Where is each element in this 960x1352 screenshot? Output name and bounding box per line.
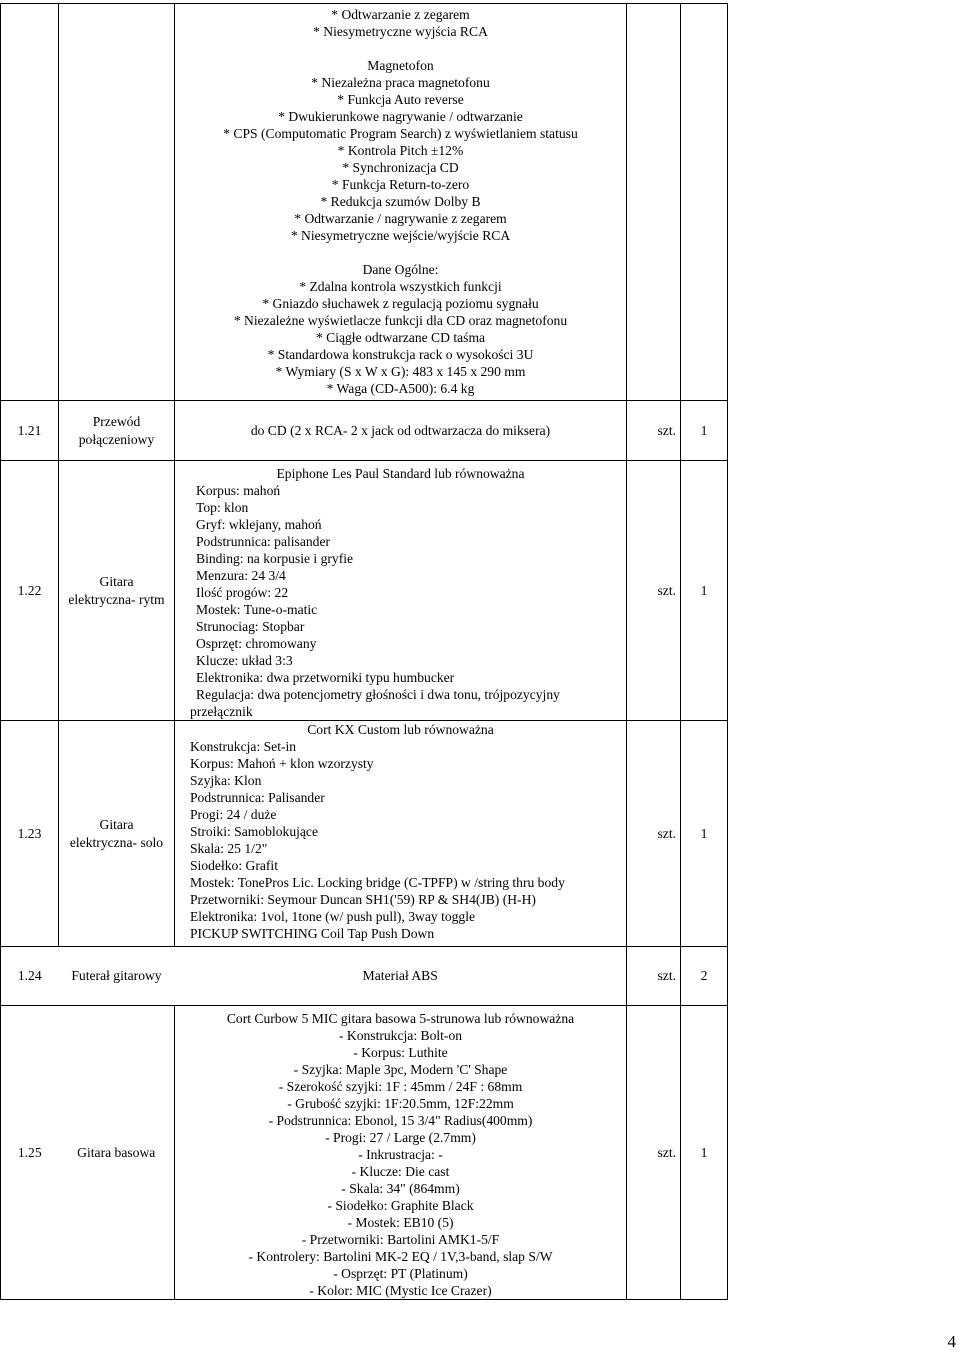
- item-description-cell: [175, 721, 627, 947]
- desc-line: - Kolor: MIC (Mystic Ice Crazer): [309, 1283, 492, 1298]
- desc-line: Dane Ogólne:: [362, 262, 439, 277]
- desc-line: - Siodełko: Graphite Black: [327, 1198, 474, 1213]
- unit-cell: [627, 461, 681, 721]
- desc-line: - Przetworniki: Bartolini AMK1-5/F: [301, 1232, 500, 1247]
- item-name-cell: [59, 721, 175, 947]
- desc-line: Magnetofon: [367, 58, 434, 73]
- item-number-cell: 1.22: [1, 461, 59, 721]
- quantity-cell: 1: [681, 401, 728, 461]
- desc-line: - Szyjka: Maple 3pc, Modern 'C' Shape: [293, 1062, 508, 1077]
- desc-line: Szyjka: Klon: [190, 773, 262, 788]
- desc-line: * Funkcja Auto reverse: [337, 92, 464, 107]
- desc-line: Skala: 25 1/2": [190, 841, 268, 856]
- quantity-cell: 2: [681, 947, 728, 1006]
- desc-line: * Synchronizacja CD: [342, 160, 459, 175]
- quantity-cell: 1: [681, 1006, 728, 1300]
- quantity-cell: 1: [681, 721, 728, 947]
- table-row: [1, 947, 728, 1006]
- item-name-line: Przewód: [92, 413, 141, 429]
- desc-line: - Osprzęt: PT (Platinum): [333, 1266, 468, 1281]
- item-name-line: Gitara: [99, 573, 134, 589]
- desc-line: Korpus: Mahoń + klon wzorzysty: [190, 756, 374, 771]
- desc-line: Klucze: układ 3:3: [196, 653, 293, 668]
- desc-line: * Niesymetryczne wyjścia RCA: [313, 24, 488, 39]
- desc-line: Regulacja: dwa potencjometry głośności i dwa tonu, trójpozycyjny: [196, 687, 560, 702]
- unit-cell: [627, 1006, 681, 1300]
- desc-line: Menzura: 24 3/4: [196, 568, 286, 583]
- table-row: [1, 721, 728, 947]
- desc-line: * Ciągłe odtwarzane CD taśma: [315, 330, 486, 345]
- unit-cell: [627, 721, 681, 947]
- item-name-cell: [59, 461, 175, 721]
- desc-line: - Podstrunnica: Ebonol, 15 3/4" Radius(400mm): [268, 1113, 533, 1128]
- desc-line: * CPS (Computomatic Program Search) z wyświetlaniem statusu: [223, 126, 578, 141]
- desc-line: Stroiki: Samoblokujące: [190, 824, 318, 839]
- unit-label: szt.: [657, 1144, 676, 1160]
- item-name-cell: Gitara basowa: [59, 1006, 175, 1300]
- desc-line: * Zdalna kontrola wszystkich funkcji: [299, 279, 502, 294]
- desc-title: Cort KX Custom lub równoważna: [307, 722, 494, 737]
- quantity-cell: 1: [681, 461, 728, 721]
- desc-line: Materiał ABS: [362, 968, 438, 983]
- desc-line: Elektronika: 1vol, 1tone (w/ push pull), 3way toggle: [190, 909, 476, 924]
- desc-line: Przetworniki: Seymour Duncan SH1('59) RP & SH4(JB) (H-H): [190, 892, 536, 907]
- desc-line: * Waga (CD-A500): 6.4 kg: [326, 381, 475, 396]
- desc-line: Osprzęt: chromowany: [196, 636, 317, 651]
- desc-line: * Standardowa konstrukcja rack o wysokości 3U: [267, 347, 534, 362]
- desc-line: * Odtwarzanie / nagrywanie z zegarem: [294, 211, 507, 226]
- desc-line: Siodełko: Grafit: [190, 858, 278, 873]
- item-description-cell: [175, 401, 627, 461]
- desc-line: Podstrunnica: palisander: [196, 534, 331, 549]
- desc-line: Top: klon: [196, 500, 249, 515]
- unit-label: szt.: [657, 825, 676, 841]
- unit-label: szt.: [657, 582, 676, 598]
- desc-spacer: [175, 244, 626, 261]
- desc-line: - Inkrustracja: -: [358, 1147, 443, 1162]
- desc-line: Ilość progów: 22: [196, 585, 289, 600]
- item-description-cell: [175, 4, 627, 401]
- item-number-cell: 1.25: [1, 1006, 59, 1300]
- desc-line: - Klucze: Die cast: [351, 1164, 450, 1179]
- page-number: 4: [947, 1332, 956, 1351]
- desc-line: - Konstrukcja: Bolt-on: [338, 1028, 463, 1043]
- desc-line: przełącznik: [190, 704, 253, 719]
- item-name-cell: [59, 401, 175, 461]
- desc-line: * Funkcja Return-to-zero: [331, 177, 470, 192]
- quantity-cell: [681, 4, 728, 401]
- desc-line: * Dwukierunkowe nagrywanie / odtwarzanie: [278, 109, 523, 124]
- item-number-cell: 1.23: [1, 721, 59, 947]
- item-number-cell: 1.21: [1, 401, 59, 461]
- item-name-cell: Futerał gitarowy: [59, 947, 175, 1006]
- desc-line: Mostek: TonePros Lic. Locking bridge (C-TPFP) w /string thru body: [190, 875, 565, 890]
- unit-cell: [627, 401, 681, 461]
- desc-line: Mostek: Tune-o-matic: [196, 602, 318, 617]
- table-row: [1, 461, 728, 721]
- item-number-cell: 1.24: [1, 947, 59, 1006]
- unit-label: szt.: [657, 422, 676, 438]
- desc-line: * Redukcja szumów Dolby B: [320, 194, 481, 209]
- item-name-line: Gitara: [99, 816, 134, 832]
- desc-title: Epiphone Les Paul Standard lub równoważna: [276, 466, 525, 481]
- item-description-cell: [175, 1006, 627, 1300]
- desc-line: - Mostek: EB10 (5): [347, 1215, 454, 1230]
- unit-cell: [627, 4, 681, 401]
- item-description-cell: [175, 947, 627, 1006]
- desc-line: * Wymiary (S x W x G): 483 x 145 x 290 mm: [275, 364, 526, 379]
- desc-line: * Niesymetryczne wejście/wyjście RCA: [290, 228, 511, 243]
- desc-line: do CD (2 x RCA- 2 x jack od odtwarzacza do miksera): [250, 422, 551, 438]
- item-description-cell: [175, 461, 627, 721]
- specification-table: [0, 3, 728, 1300]
- table-row: [1, 4, 728, 401]
- item-name-line: połączeniowy: [78, 431, 155, 447]
- desc-line: Progi: 24 / duże: [190, 807, 277, 822]
- unit-cell: [627, 947, 681, 1006]
- item-number-cell: [1, 4, 59, 401]
- desc-line: Korpus: mahoń: [196, 483, 281, 498]
- desc-line: Konstrukcja: Set-in: [190, 739, 297, 754]
- desc-line: - Kontrolery: Bartolini MK-2 EQ / 1V,3-band, slap S/W: [248, 1249, 553, 1264]
- item-name-line: elektryczna- solo: [69, 834, 164, 850]
- desc-line: Cort Curbow 5 MIC gitara basowa 5-strunowa lub równoważna: [226, 1011, 575, 1026]
- desc-line: * Gniazdo słuchawek z regulacją poziomu sygnału: [262, 296, 539, 311]
- desc-line: PICKUP SWITCHING Coil Tap Push Down: [190, 926, 435, 941]
- unit-label: szt.: [657, 968, 676, 983]
- desc-line: - Progi: 27 / Large (2.7mm): [325, 1130, 476, 1145]
- desc-line: * Odtwarzanie z zegarem: [331, 7, 470, 22]
- desc-line: Strunociag: Stopbar: [196, 619, 305, 634]
- desc-line: Gryf: wklejany, mahoń: [196, 517, 322, 532]
- desc-line: - Szerokość szyjki: 1F : 45mm / 24F : 68mm: [278, 1079, 523, 1094]
- desc-line: Podstrunnica: Palisander: [190, 790, 325, 805]
- desc-line: * Kontrola Pitch ±12%: [337, 143, 464, 158]
- desc-line: Elektronika: dwa przetworniki typu humbucker: [196, 670, 455, 685]
- desc-line: - Grubość szyjki: 1F:20.5mm, 12F:22mm: [287, 1096, 514, 1111]
- table-row: [1, 401, 728, 461]
- desc-line: - Korpus: Luthite: [353, 1045, 448, 1060]
- desc-spacer: [175, 40, 626, 57]
- desc-line: * Niezależna praca magnetofonu: [311, 75, 490, 90]
- desc-line: * Niezależne wyświetlacze funkcji dla CD oraz magnetofonu: [233, 313, 568, 328]
- item-name-line: elektryczna- rytm: [68, 591, 165, 607]
- desc-line: Binding: na korpusie i gryfie: [196, 551, 354, 566]
- table-row: [1, 1006, 728, 1300]
- desc-line: - Skala: 34" (864mm): [341, 1181, 460, 1196]
- item-name-cell: [59, 4, 175, 401]
